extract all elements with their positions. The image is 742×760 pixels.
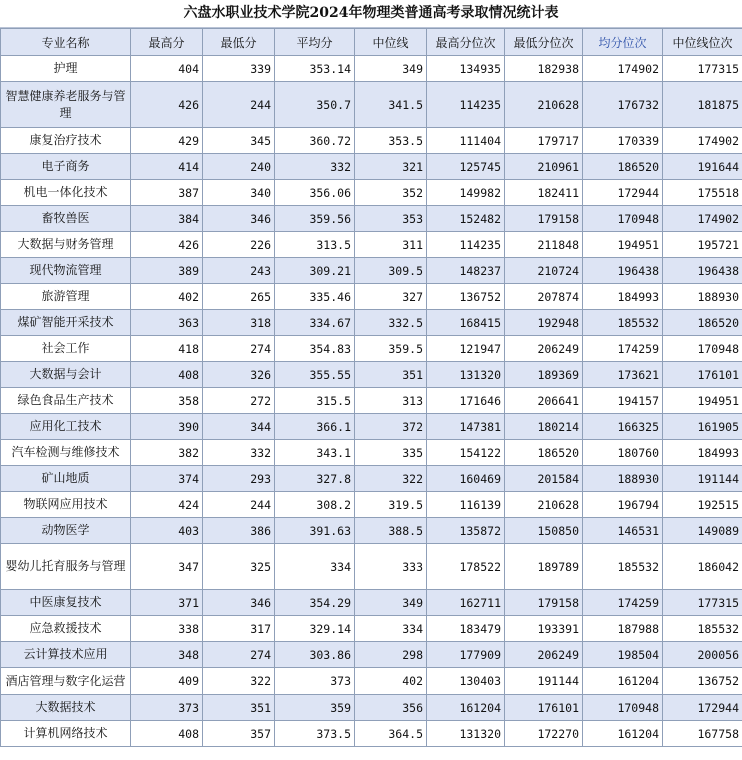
cell-value: 146531 [583,518,663,544]
cell-major-name: 现代物流管理 [1,258,131,284]
table-row [1,180,742,206]
cell-value: 274 [203,336,275,362]
cell-value: 414 [131,154,203,180]
cell-value: 171646 [427,388,505,414]
cell-value: 135872 [427,518,505,544]
cell-value: 339 [203,56,275,82]
header-row [1,29,742,56]
cell-value: 189789 [505,544,583,590]
cell-value: 161204 [583,668,663,695]
cell-value: 206641 [505,388,583,414]
cell-value: 184993 [663,440,742,466]
cell-value: 121947 [427,336,505,362]
cell-value: 311 [355,232,427,258]
table-row [1,590,742,616]
cell-value: 387 [131,180,203,206]
table-row [1,414,742,440]
cell-value: 360.72 [275,128,355,154]
cell-value: 206249 [505,336,583,362]
cell-value: 240 [203,154,275,180]
cell-value: 351 [355,362,427,388]
cell-value: 332 [203,440,275,466]
cell-value: 147381 [427,414,505,440]
cell-major-name: 婴幼儿托育服务与管理 [1,544,131,590]
col-header-max-rank: 最高分位次 [427,29,505,56]
table-row [1,492,742,518]
cell-value: 325 [203,544,275,590]
cell-value: 315.5 [275,388,355,414]
cell-value: 154122 [427,440,505,466]
admission-table [0,28,742,747]
cell-value: 180760 [583,440,663,466]
cell-value: 355.55 [275,362,355,388]
cell-value: 193391 [505,616,583,642]
cell-value: 191144 [505,668,583,695]
cell-value: 179158 [505,590,583,616]
cell-value: 186520 [583,154,663,180]
cell-major-name: 社会工作 [1,336,131,362]
cell-value: 272 [203,388,275,414]
cell-value: 359 [275,695,355,721]
cell-value: 313.5 [275,232,355,258]
col-header-min-score: 最低分 [203,29,275,56]
col-header-avg-rank: 均分位次 [583,29,663,56]
cell-value: 373 [131,695,203,721]
cell-value: 354.29 [275,590,355,616]
cell-value: 131320 [427,362,505,388]
cell-value: 131320 [427,721,505,747]
cell-value: 326 [203,362,275,388]
cell-value: 265 [203,284,275,310]
cell-value: 359.5 [355,336,427,362]
cell-value: 390 [131,414,203,440]
cell-value: 404 [131,56,203,82]
cell-value: 182938 [505,56,583,82]
cell-value: 114235 [427,232,505,258]
cell-value: 349 [355,590,427,616]
cell-value: 389 [131,258,203,284]
cell-value: 161204 [583,721,663,747]
cell-value: 196438 [583,258,663,284]
cell-value: 346 [203,590,275,616]
table-row [1,388,742,414]
cell-value: 188930 [663,284,742,310]
cell-value: 243 [203,258,275,284]
col-header-median-rank: 中位线位次 [663,29,742,56]
cell-value: 366.1 [275,414,355,440]
cell-value: 168415 [427,310,505,336]
cell-value: 274 [203,642,275,668]
cell-value: 408 [131,362,203,388]
table-row [1,258,742,284]
cell-value: 313 [355,388,427,414]
table-row [1,642,742,668]
col-header-avg-score: 平均分 [275,29,355,56]
cell-value: 384 [131,206,203,232]
cell-value: 329.14 [275,616,355,642]
cell-value: 374 [131,466,203,492]
cell-value: 191144 [663,466,742,492]
cell-value: 418 [131,336,203,362]
cell-value: 186520 [505,440,583,466]
cell-value: 172944 [663,695,742,721]
cell-value: 136752 [427,284,505,310]
cell-major-name: 电子商务 [1,154,131,180]
cell-value: 188930 [583,466,663,492]
cell-value: 408 [131,721,203,747]
cell-value: 334 [355,616,427,642]
cell-value: 348 [131,642,203,668]
cell-value: 152482 [427,206,505,232]
cell-major-name: 大数据与会计 [1,362,131,388]
cell-major-name: 矿山地质 [1,466,131,492]
cell-value: 335.46 [275,284,355,310]
col-header-min-rank: 最低分位次 [505,29,583,56]
cell-value: 170948 [583,695,663,721]
cell-value: 174902 [663,206,742,232]
cell-value: 308.2 [275,492,355,518]
cell-value: 170339 [583,128,663,154]
cell-value: 402 [355,668,427,695]
cell-value: 161905 [663,414,742,440]
cell-value: 172944 [583,180,663,206]
cell-value: 345 [203,128,275,154]
cell-major-name: 计算机网络技术 [1,721,131,747]
cell-value: 357 [203,721,275,747]
cell-value: 350.7 [275,82,355,128]
cell-value: 343.1 [275,440,355,466]
cell-value: 177315 [663,56,742,82]
cell-value: 173621 [583,362,663,388]
cell-major-name: 中医康复技术 [1,590,131,616]
cell-value: 210961 [505,154,583,180]
cell-major-name: 护理 [1,56,131,82]
table-row [1,128,742,154]
cell-value: 174902 [663,128,742,154]
cell-value: 244 [203,492,275,518]
cell-value: 318 [203,310,275,336]
cell-value: 196438 [663,258,742,284]
cell-value: 130403 [427,668,505,695]
cell-value: 174259 [583,336,663,362]
cell-value: 338 [131,616,203,642]
cell-value: 353 [355,206,427,232]
table-body [1,56,742,747]
cell-major-name: 旅游管理 [1,284,131,310]
cell-value: 356 [355,695,427,721]
cell-value: 172270 [505,721,583,747]
cell-value: 192515 [663,492,742,518]
cell-value: 322 [203,668,275,695]
table-row [1,310,742,336]
cell-value: 201584 [505,466,583,492]
col-header-median: 中位线 [355,29,427,56]
cell-value: 244 [203,82,275,128]
cell-major-name: 煤矿智能开采技术 [1,310,131,336]
cell-value: 176732 [583,82,663,128]
cell-value: 403 [131,518,203,544]
table-row [1,721,742,747]
cell-value: 363 [131,310,203,336]
table-row [1,544,742,590]
cell-value: 402 [131,284,203,310]
table-row [1,695,742,721]
cell-major-name: 机电一体化技术 [1,180,131,206]
cell-value: 335 [355,440,427,466]
cell-value: 391.63 [275,518,355,544]
cell-value: 319.5 [355,492,427,518]
cell-value: 353.14 [275,56,355,82]
cell-major-name: 物联网应用技术 [1,492,131,518]
cell-value: 179158 [505,206,583,232]
cell-value: 194951 [583,232,663,258]
cell-value: 309.21 [275,258,355,284]
table-title: 六盘水职业技术学院2024年物理类普通高考录取情况统计表 [0,0,742,28]
cell-value: 210628 [505,492,583,518]
table-row [1,668,742,695]
cell-major-name: 应用化工技术 [1,414,131,440]
cell-value: 429 [131,128,203,154]
cell-value: 207874 [505,284,583,310]
cell-major-name: 大数据技术 [1,695,131,721]
cell-major-name: 应急救援技术 [1,616,131,642]
cell-major-name: 绿色食品生产技术 [1,388,131,414]
cell-value: 149089 [663,518,742,544]
cell-value: 111404 [427,128,505,154]
cell-value: 150850 [505,518,583,544]
cell-value: 353.5 [355,128,427,154]
cell-value: 210628 [505,82,583,128]
cell-major-name: 汽车检测与维修技术 [1,440,131,466]
table-row [1,336,742,362]
cell-major-name: 畜牧兽医 [1,206,131,232]
cell-major-name: 康复治疗技术 [1,128,131,154]
cell-value: 382 [131,440,203,466]
cell-value: 160469 [427,466,505,492]
cell-value: 298 [355,642,427,668]
col-header-major: 专业名称 [1,29,131,56]
cell-major-name: 智慧健康养老服务与管理 [1,82,131,128]
cell-value: 185532 [583,544,663,590]
cell-value: 364.5 [355,721,427,747]
table-row [1,518,742,544]
cell-value: 386 [203,518,275,544]
cell-value: 167758 [663,721,742,747]
cell-value: 426 [131,232,203,258]
cell-value: 149982 [427,180,505,206]
cell-value: 334.67 [275,310,355,336]
cell-value: 334 [275,544,355,590]
cell-value: 349 [355,56,427,82]
cell-value: 186042 [663,544,742,590]
cell-value: 185532 [663,616,742,642]
table-row [1,616,742,642]
cell-value: 371 [131,590,203,616]
cell-value: 373.5 [275,721,355,747]
cell-value: 332.5 [355,310,427,336]
cell-value: 170948 [583,206,663,232]
cell-value: 191644 [663,154,742,180]
cell-value: 210724 [505,258,583,284]
table-row [1,440,742,466]
cell-value: 116139 [427,492,505,518]
cell-value: 194951 [663,388,742,414]
table-row [1,154,742,180]
cell-value: 373 [275,668,355,695]
cell-value: 352 [355,180,427,206]
cell-value: 424 [131,492,203,518]
cell-value: 192948 [505,310,583,336]
cell-major-name: 大数据与财务管理 [1,232,131,258]
cell-value: 341.5 [355,82,427,128]
table-row [1,56,742,82]
cell-value: 226 [203,232,275,258]
cell-value: 351 [203,695,275,721]
table-row [1,82,742,128]
cell-value: 194157 [583,388,663,414]
cell-value: 195721 [663,232,742,258]
cell-value: 184993 [583,284,663,310]
cell-major-name: 酒店管理与数字化运营 [1,668,131,695]
cell-value: 356.06 [275,180,355,206]
cell-value: 177315 [663,590,742,616]
cell-value: 293 [203,466,275,492]
cell-value: 185532 [583,310,663,336]
cell-value: 322 [355,466,427,492]
cell-value: 183479 [427,616,505,642]
cell-value: 179717 [505,128,583,154]
cell-major-name: 动物医学 [1,518,131,544]
cell-major-name: 云计算技术应用 [1,642,131,668]
cell-value: 174902 [583,56,663,82]
cell-value: 125745 [427,154,505,180]
cell-value: 186520 [663,310,742,336]
cell-value: 327.8 [275,466,355,492]
cell-value: 347 [131,544,203,590]
cell-value: 114235 [427,82,505,128]
cell-value: 180214 [505,414,583,440]
table-row [1,232,742,258]
cell-value: 166325 [583,414,663,440]
cell-value: 211848 [505,232,583,258]
cell-value: 321 [355,154,427,180]
cell-value: 426 [131,82,203,128]
cell-value: 187988 [583,616,663,642]
cell-value: 317 [203,616,275,642]
cell-value: 162711 [427,590,505,616]
cell-value: 170948 [663,336,742,362]
cell-value: 354.83 [275,336,355,362]
table-row [1,466,742,492]
cell-value: 344 [203,414,275,440]
cell-value: 176101 [505,695,583,721]
cell-value: 372 [355,414,427,440]
cell-value: 346 [203,206,275,232]
cell-value: 198504 [583,642,663,668]
cell-value: 333 [355,544,427,590]
cell-value: 303.86 [275,642,355,668]
cell-value: 181875 [663,82,742,128]
cell-value: 148237 [427,258,505,284]
cell-value: 388.5 [355,518,427,544]
cell-value: 182411 [505,180,583,206]
cell-value: 327 [355,284,427,310]
table-row [1,206,742,232]
cell-value: 136752 [663,668,742,695]
cell-value: 206249 [505,642,583,668]
col-header-max-score: 最高分 [131,29,203,56]
cell-value: 196794 [583,492,663,518]
cell-value: 189369 [505,362,583,388]
cell-value: 200056 [663,642,742,668]
cell-value: 161204 [427,695,505,721]
cell-value: 174259 [583,590,663,616]
table-row [1,362,742,388]
cell-value: 309.5 [355,258,427,284]
table-row [1,284,742,310]
cell-value: 359.56 [275,206,355,232]
cell-value: 178522 [427,544,505,590]
cell-value: 134935 [427,56,505,82]
cell-value: 340 [203,180,275,206]
cell-value: 177909 [427,642,505,668]
cell-value: 176101 [663,362,742,388]
cell-value: 409 [131,668,203,695]
cell-value: 358 [131,388,203,414]
cell-value: 175518 [663,180,742,206]
cell-value: 332 [275,154,355,180]
